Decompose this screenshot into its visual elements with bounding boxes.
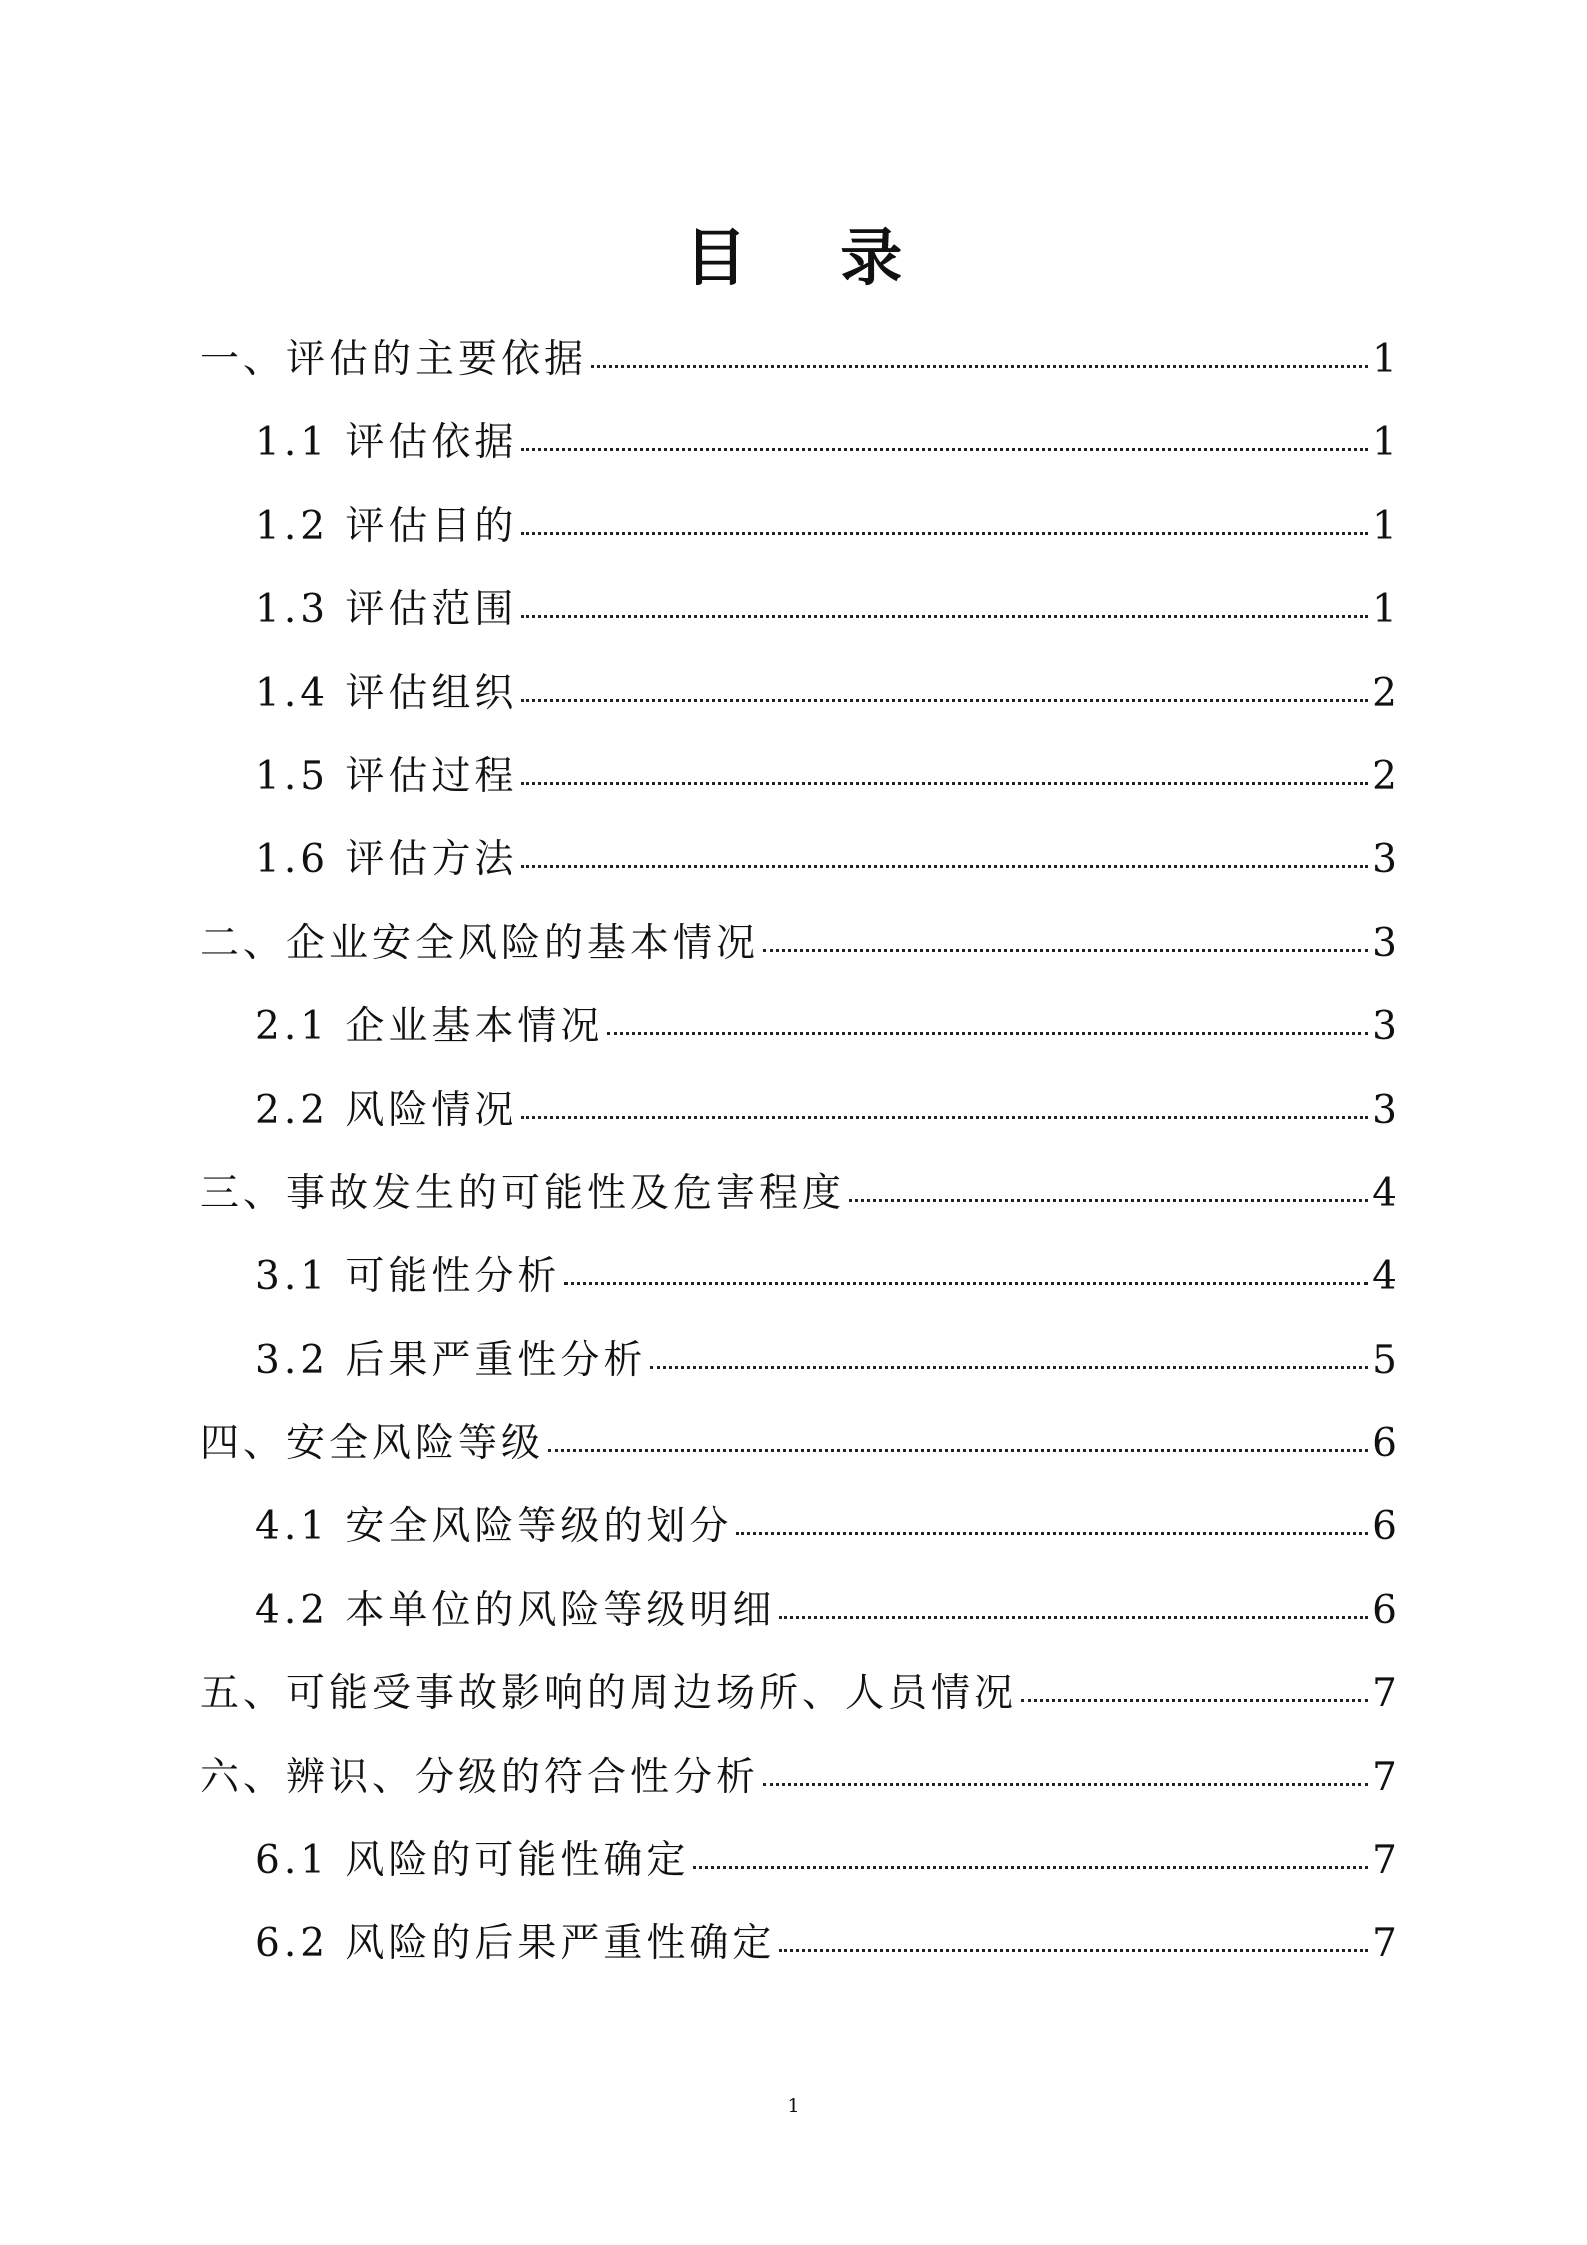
toc-dot-leader: [736, 1531, 1368, 1535]
toc-entry[interactable]: [200, 1319, 1397, 1402]
toc-entry-page-number: 6: [1372, 1504, 1397, 1550]
toc-dot-leader: [521, 698, 1368, 702]
toc-entry[interactable]: [200, 318, 1397, 401]
toc-entry-page-number: 3: [1372, 837, 1397, 883]
toc-entry-title: 五、可能受事故影响的周边场所、人员情况: [200, 1671, 1018, 1717]
toc-entry[interactable]: [200, 652, 1397, 735]
toc-entry-page-number: 3: [1372, 1087, 1397, 1133]
toc-entry-page-number: 4: [1372, 1254, 1397, 1300]
toc-entry[interactable]: [200, 1152, 1397, 1235]
toc-entry-title: 1.1 评估依据: [255, 420, 518, 466]
toc-entry-title: 四、安全风险等级: [200, 1421, 545, 1467]
toc-entry-title: 三、事故发生的可能性及危害程度: [200, 1170, 846, 1216]
toc-entry-title: 一、评估的主要依据: [200, 337, 588, 382]
toc-entry-page-number: 3: [1372, 1004, 1397, 1050]
toc-entry[interactable]: [200, 401, 1397, 484]
toc-entry-title: 2.1 企业基本情况: [255, 1004, 604, 1050]
toc-entry-page-number: 2: [1372, 670, 1397, 716]
toc-entry-title: 1.4 评估组织: [255, 670, 518, 716]
toc-entry-page-number: 5: [1372, 1337, 1397, 1383]
toc-entry[interactable]: [200, 985, 1397, 1068]
toc-dot-leader: [591, 364, 1368, 368]
toc-entry-title: 1.3 评估范围: [255, 587, 518, 633]
toc-dot-leader: [521, 1115, 1368, 1119]
toc-entry-page-number: 7: [1372, 1671, 1397, 1717]
toc-entry-page-number: 1: [1372, 503, 1397, 549]
toc-entry-title: 1.6 评估方法: [255, 837, 518, 883]
toc-entry[interactable]: [200, 1736, 1397, 1819]
toc-entry[interactable]: [200, 568, 1397, 651]
toc-entry-page-number: 1: [1372, 420, 1397, 466]
toc-entry-title: 1.2 评估目的: [255, 503, 518, 549]
toc-entry-page-number: 7: [1372, 1838, 1397, 1884]
toc-entry[interactable]: [200, 818, 1397, 901]
toc-dot-leader: [779, 1615, 1368, 1619]
toc-entry-title: 六、辨识、分级的符合性分析: [200, 1754, 760, 1800]
toc-dot-leader: [779, 1948, 1368, 1952]
toc-entry-page-number: 2: [1372, 753, 1397, 799]
toc-dot-leader: [763, 948, 1368, 952]
toc-dot-leader: [521, 447, 1368, 451]
toc-entry[interactable]: [200, 1569, 1397, 1652]
page-title: 目 录: [684, 221, 939, 294]
toc-entry[interactable]: [200, 1235, 1397, 1318]
toc-dot-leader: [693, 1865, 1368, 1869]
toc-dot-leader: [1021, 1698, 1368, 1702]
footer-page-number: 1: [787, 2095, 800, 2117]
toc-entry[interactable]: [200, 902, 1397, 985]
toc-entry-title: 1.5 评估过程: [255, 753, 518, 799]
toc-dot-leader: [521, 781, 1368, 785]
toc-dot-leader: [521, 614, 1368, 618]
toc-entry[interactable]: [200, 735, 1397, 818]
toc-entry[interactable]: [200, 1652, 1397, 1735]
toc-entry[interactable]: [200, 1069, 1397, 1152]
toc-entry-title: 6.2 风险的后果严重性确定: [255, 1921, 776, 1967]
table-of-contents: [200, 318, 1397, 1986]
toc-entry-page-number: 1: [1372, 337, 1397, 382]
toc-entry-page-number: 6: [1372, 1587, 1397, 1633]
toc-entry[interactable]: [200, 485, 1397, 568]
toc-entry[interactable]: [200, 1902, 1397, 1985]
toc-entry-page-number: 7: [1372, 1754, 1397, 1800]
toc-dot-leader: [650, 1365, 1368, 1369]
toc-dot-leader: [849, 1198, 1368, 1202]
toc-entry-title: 3.1 可能性分析: [255, 1254, 561, 1300]
toc-entry-page-number: 7: [1372, 1921, 1397, 1967]
toc-entry[interactable]: [200, 1819, 1397, 1902]
toc-entry-title: 4.1 安全风险等级的划分: [255, 1504, 733, 1550]
toc-dot-leader: [763, 1782, 1368, 1786]
toc-entry-page-number: 1: [1372, 587, 1397, 633]
toc-dot-leader: [564, 1281, 1368, 1285]
toc-entry-page-number: 6: [1372, 1421, 1397, 1467]
toc-entry-title: 二、企业安全风险的基本情况: [200, 920, 760, 966]
toc-entry-page-number: 3: [1372, 920, 1397, 966]
toc-entry-title: 4.2 本单位的风险等级明细: [255, 1587, 776, 1633]
toc-entry-title: 6.1 风险的可能性确定: [255, 1838, 690, 1884]
toc-entry[interactable]: [200, 1485, 1397, 1568]
toc-dot-leader: [521, 531, 1368, 535]
toc-dot-leader: [607, 1031, 1368, 1035]
toc-dot-leader: [548, 1448, 1368, 1452]
toc-entry[interactable]: [200, 1402, 1397, 1485]
toc-entry-title: 3.2 后果严重性分析: [255, 1337, 647, 1383]
toc-dot-leader: [521, 864, 1368, 868]
toc-entry-title: 2.2 风险情况: [255, 1087, 518, 1133]
toc-entry-page-number: 4: [1372, 1170, 1397, 1216]
